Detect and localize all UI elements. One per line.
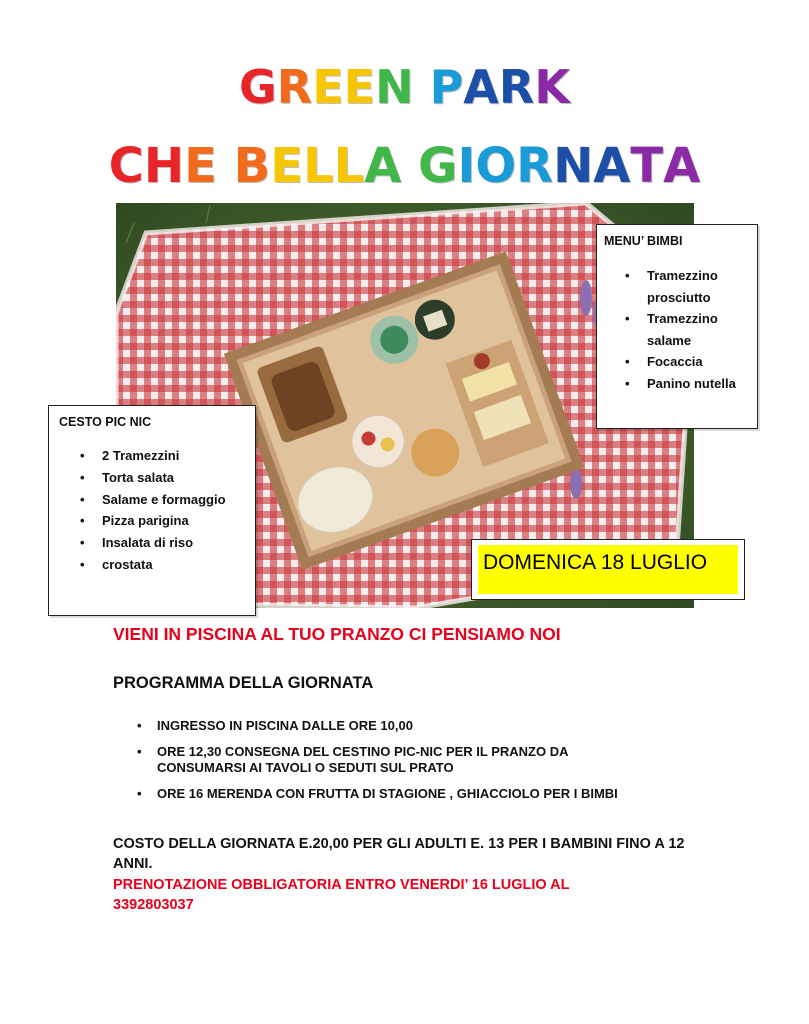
title-letter: H bbox=[143, 138, 185, 194]
title-letter: A bbox=[663, 138, 701, 194]
title-letter: P bbox=[429, 60, 464, 114]
date-badge bbox=[471, 539, 745, 600]
cesto-picnic-box bbox=[48, 405, 256, 616]
title-letter: N bbox=[375, 60, 414, 114]
title-letter: I bbox=[457, 138, 476, 194]
list-item: • ORE 12,30 CONSEGNA DEL CESTINO PIC-NIC PER IL PRANZO DA CONSUMARSI AI TAVOLI O SEDUTI SUL PRATO bbox=[157, 744, 627, 776]
list-item: • Panino nutella bbox=[647, 373, 752, 395]
list-item: • Insalata di riso bbox=[102, 532, 252, 554]
title-letter: R bbox=[516, 138, 554, 194]
list-item: • Salame e formaggio bbox=[102, 489, 252, 511]
list-item: • Tramezzino salame bbox=[647, 308, 752, 351]
title-letter: L bbox=[302, 138, 334, 194]
title-letter: L bbox=[333, 138, 365, 194]
title-letter: T bbox=[630, 138, 664, 194]
cesto-picnic-list bbox=[102, 445, 252, 576]
title-letter: G bbox=[239, 60, 277, 114]
list-item: • Pizza parigina bbox=[102, 510, 252, 532]
program-list bbox=[157, 718, 717, 802]
title-letter: C bbox=[108, 138, 144, 194]
title-letter: A bbox=[593, 138, 631, 194]
list-item: • Tramezzino prosciutto bbox=[647, 265, 752, 308]
list-item: • INGRESSO IN PISCINA DALLE ORE 10,00 bbox=[157, 718, 717, 734]
program-title: PROGRAMMA DELLA GIORNATA bbox=[113, 674, 374, 692]
booking-text: PRENOTAZIONE OBBLIGATORIA ENTRO VENERDI’ 16 LUGLIO AL 3392803037 bbox=[113, 877, 570, 913]
list-item: • Focaccia bbox=[647, 351, 752, 373]
title-green-park bbox=[0, 60, 809, 114]
list-item: • Torta salata bbox=[102, 467, 252, 489]
invite-headline: VIENI IN PISCINA AL TUO PRANZO CI PENSIAMO NOI bbox=[113, 624, 561, 644]
list-item: • crostata bbox=[102, 554, 252, 576]
title-letter: G bbox=[418, 138, 458, 194]
title-letter: A bbox=[463, 60, 499, 114]
title-letter: E bbox=[343, 60, 376, 114]
title-letter: R bbox=[276, 60, 313, 114]
cost-text: COSTO DELLA GIORNATA E.20,00 PER GLI ADULTI E. 13 PER I BAMBINI FINO A 12 ANNI. bbox=[113, 836, 685, 872]
title-letter: E bbox=[184, 138, 217, 194]
title-letter: E bbox=[270, 138, 303, 194]
title-letter: E bbox=[312, 60, 344, 114]
menu-bimbi-title: MENU’ BIMBI bbox=[604, 234, 683, 248]
cesto-picnic-title: CESTO PIC NIC bbox=[59, 415, 152, 429]
title-letter: A bbox=[364, 138, 402, 194]
list-item: • 2 Tramezzini bbox=[102, 445, 252, 467]
title-letter: R bbox=[498, 60, 535, 114]
title-letter: N bbox=[553, 138, 594, 194]
menu-bimbi-list bbox=[647, 265, 752, 395]
title-che-bella-giornata bbox=[0, 138, 809, 194]
date-badge-text: DOMENICA 18 LUGLIO bbox=[478, 545, 738, 594]
title-letter: O bbox=[475, 138, 517, 194]
title-letter bbox=[401, 138, 418, 194]
menu-bimbi-box bbox=[596, 224, 758, 429]
title-letter: B bbox=[233, 138, 271, 194]
title-letter bbox=[414, 60, 430, 114]
title-letter bbox=[217, 138, 234, 194]
title-letter: K bbox=[534, 60, 570, 114]
list-item: • ORE 16 MERENDA CON FRUTTA DI STAGIONE , GHIACCIOLO PER I BIMBI bbox=[157, 786, 717, 802]
